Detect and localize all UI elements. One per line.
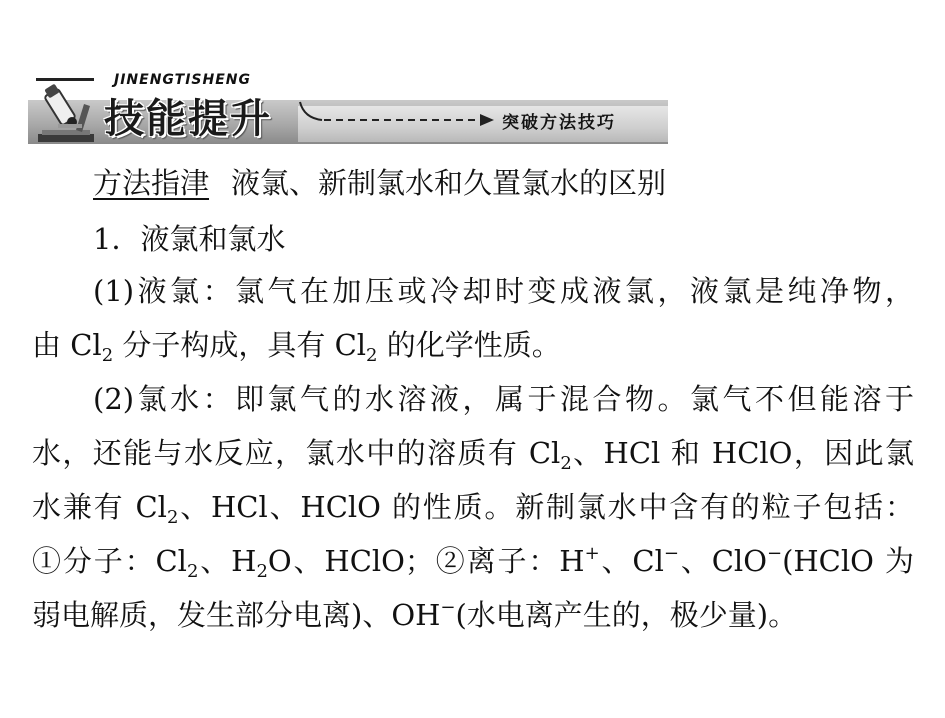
heading-title: 液氯、新制氯水和久置氯水的区别 [231, 166, 667, 200]
paragraph-1-line-2: 由 $Cl_2$ 分子构成，具有 $Cl_2$ 的化学性质。 [32, 328, 561, 366]
banner-rule [36, 78, 94, 81]
paragraph-2-line-2: 水，还能与水反应，氯水中的溶质有 $Cl_2$、HCl 和 HClO，因此氯 [32, 436, 914, 474]
dashed-arrow-icon [296, 100, 496, 130]
banner-title: 技能提升 [104, 96, 272, 142]
paragraph-2-line-5: 弱电解质，发生部分电离)、OH−(水电离产生的，极少量)。 [32, 597, 798, 632]
method-heading [93, 164, 914, 202]
banner-pinyin: JINENGTISHENG [114, 72, 251, 88]
heading-label: 方法指津 [93, 166, 210, 200]
paragraph-2-line-3: 水兼有 $Cl_2$、HCl、HClO 的性质。新制氯水中含有的粒子包括： [32, 490, 914, 528]
microscope-icon [32, 84, 108, 146]
section-title: 1．液氯和氯水 [93, 222, 286, 256]
paragraph-2-line-4: ①分子：$Cl_2$、$H_2O$、HClO；②离子：H+、Cl−、ClO−(HClO 为 [32, 543, 914, 582]
banner-subtitle: 突破方法技巧 [502, 113, 616, 133]
section-banner [28, 70, 668, 150]
paragraph-2-line-1: (2)氯水：即氯气的水溶液，属于混合物。氯气不但能溶于 [93, 382, 914, 416]
paragraph-1-line-1: (1)液氯：氯气在加压或冷却时变成液氯，液氯是纯净物， [93, 274, 914, 308]
